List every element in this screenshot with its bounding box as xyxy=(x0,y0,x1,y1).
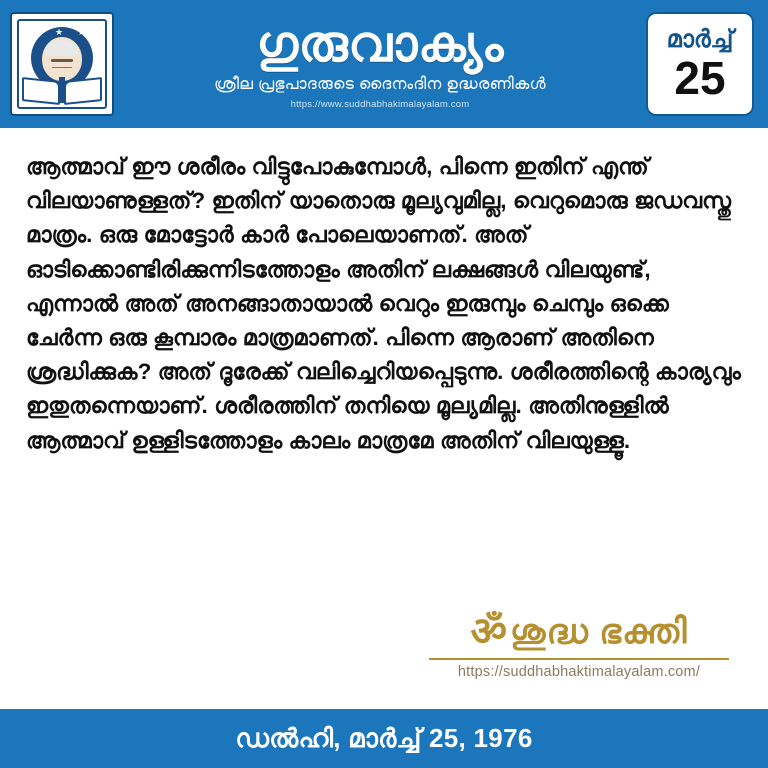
page-subtitle: ശ്രീല പ്രഭുപാദരുടെ ദൈനംദിന ഉദ്ധരണികൾ xyxy=(214,75,546,93)
brand-divider xyxy=(429,658,729,660)
brand-name-text: ശുദ്ധ ഭക്തി xyxy=(510,613,688,651)
card-body xyxy=(0,128,768,706)
logo-inner-frame xyxy=(17,19,107,109)
brand-name xyxy=(414,611,744,653)
book-spine xyxy=(59,77,65,103)
date-day: 25 xyxy=(674,52,726,105)
citation-text: ഡൽഹി, മാർച്ച് 25, 1976 xyxy=(235,722,533,753)
book-page-left xyxy=(22,77,60,105)
title-block xyxy=(114,15,646,111)
card-footer xyxy=(0,706,768,768)
om-icon: ॐ xyxy=(470,610,509,654)
quote-text: ആത്മാവ് ഈ ശരീരം വിട്ടുപോകുമ്പോൾ, പിന്നെ ഇതിന് എന്ത് വിലയാണുള്ളത്? ഇതിന് യാതൊരു മൂല്യവുമില്ല, വെറുമൊരു ജഡവസ്തു മാത്രം. ഒരു മോട്ടോർ കാർ പോലെയാണത്. അത് ഓടിക്കൊണ്ടിരിക്കുന്നിടത്തോളം അതിന് ലക്ഷങ്ങൾ വിലയുണ്ട്, എന്നാൽ അത് അനങ്ങാതായാൽ വെറും ഇരുമ്പും ചെമ്പും ഒക്കെ ചേർന്ന ഒരു കൂമ്പാരം മാത്രമാണത്. പിന്നെ ആരാണ് അതിനെ ശ്രദ്ധിക്കുക? അത് ദൂരേക്ക് വലിച്ചെറിയപ്പെടുന്നു. ശരീരത്തിന്റെ കാര്യവും ഇതുതന്നെയാണ്. ശരീരത്തിന് തനിയെ മൂല്യമില്ല. അതിനുള്ളിൽ ആത്മാവ് ഉള്ളിടത്തോളം കാലം മാത്രമേ അതിന് വിലയുള്ളൂ. xyxy=(26,154,741,453)
brand-watermark xyxy=(414,611,744,680)
page-title: ഗുരുവാക്യം xyxy=(256,15,504,72)
prabhupada-emblem-logo xyxy=(10,12,114,116)
brand-url: https://suddhabhaktimalayalam.com/ xyxy=(457,664,701,680)
card-header xyxy=(0,0,768,128)
date-month: മാർച്ച് xyxy=(666,25,734,53)
header-site-url: https://www.suddhabhakimalayalam.com xyxy=(290,99,470,111)
open-book-icon xyxy=(21,73,103,103)
date-badge xyxy=(646,12,754,116)
stars-icon: ★ ★ ★ xyxy=(32,27,92,37)
book-page-right xyxy=(64,77,102,105)
